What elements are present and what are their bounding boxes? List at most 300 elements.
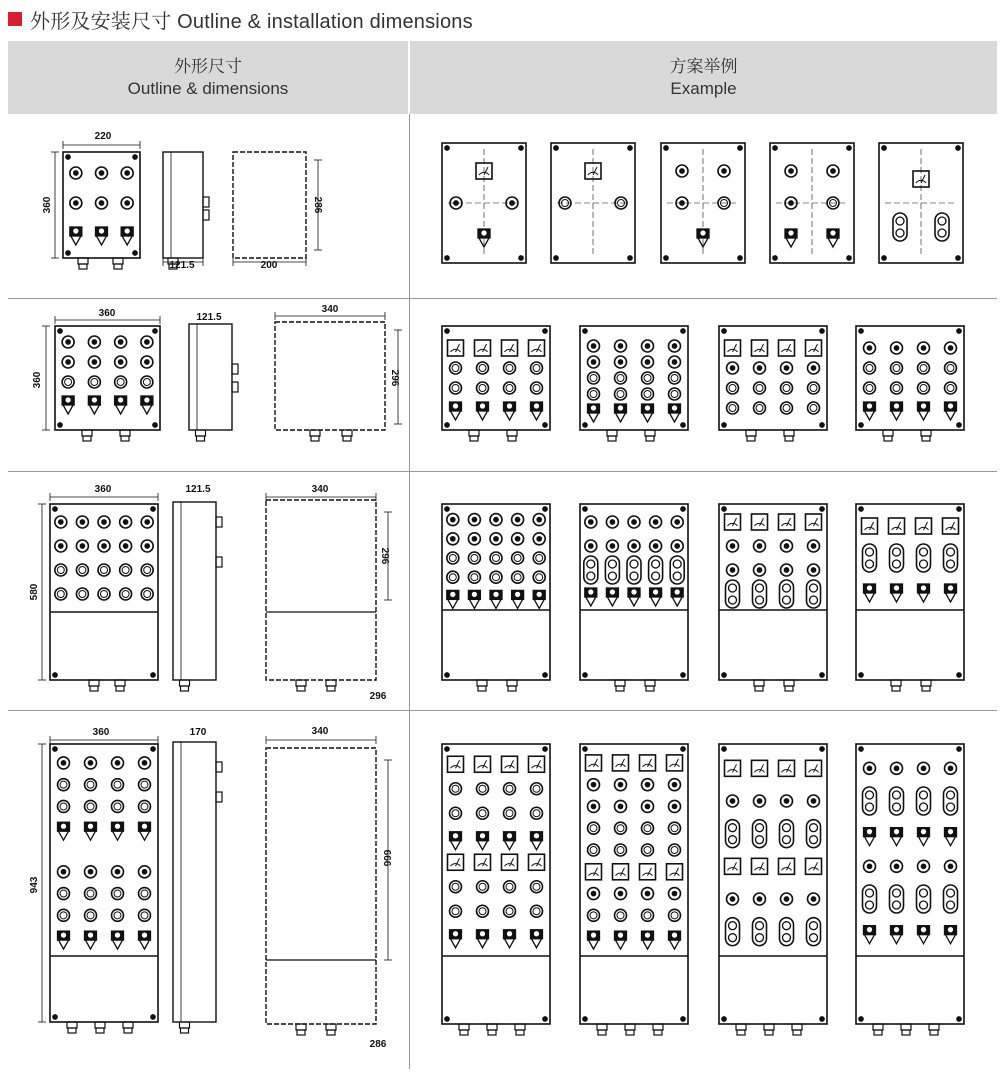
- selector-switch-handle: [919, 593, 929, 602]
- corner-screw: [151, 747, 155, 751]
- selector-switch-icon: [141, 396, 153, 414]
- push-button-ring: [588, 388, 600, 400]
- corner-screw: [820, 1017, 824, 1021]
- push-button-icon: [531, 783, 543, 795]
- pilot-light-icon: [88, 356, 100, 368]
- selector-switch-handle: [946, 837, 956, 846]
- pilot-light-core: [618, 782, 622, 786]
- pilot-light-core: [494, 517, 498, 521]
- pilot-light-icon: [615, 888, 627, 900]
- double-button-bottom: [756, 836, 764, 844]
- pilot-light-icon: [112, 866, 124, 878]
- pilot-light-core: [515, 537, 519, 541]
- enclosure-body: [856, 744, 964, 1024]
- selector-switch-knob: [535, 404, 539, 408]
- selector-switch-knob: [92, 398, 96, 402]
- pilot-light-core: [789, 169, 793, 173]
- double-button-bottom: [893, 560, 901, 568]
- push-button-icon: [945, 362, 957, 374]
- meter-icon: [752, 340, 768, 356]
- pilot-light-icon: [533, 533, 545, 545]
- pilot-light-core: [632, 544, 636, 548]
- pilot-light-icon: [669, 888, 681, 900]
- pilot-light-core: [948, 766, 952, 770]
- side-knob: [216, 792, 222, 802]
- double-button-bottom: [920, 560, 928, 568]
- corner-screw: [847, 256, 851, 260]
- selector-switch-handle: [616, 413, 626, 422]
- selector-switch-knob: [654, 590, 658, 594]
- double-push-button-icon: [917, 885, 931, 913]
- row2-back-height-label: 296: [389, 369, 400, 387]
- push-button-ring: [504, 807, 516, 819]
- selector-switch-icon: [650, 588, 662, 606]
- push-button-inner: [947, 385, 954, 392]
- selector-switch-handle: [786, 238, 796, 247]
- cable-gland-body: [874, 1030, 882, 1035]
- row3-back-height-label: 296: [379, 547, 390, 565]
- push-button-icon: [531, 807, 543, 819]
- cable-gland-nut: [342, 430, 352, 436]
- corner-screw: [664, 146, 668, 150]
- selector-switch-icon: [827, 229, 839, 247]
- selector-switch-knob: [868, 830, 872, 834]
- corner-screw: [53, 747, 57, 751]
- row1-front-width-dim: [63, 141, 140, 149]
- pilot-light-icon: [615, 800, 627, 812]
- pilot-light-core: [80, 520, 84, 524]
- selector-switch-knob: [949, 830, 953, 834]
- cable-gland-icon: [507, 430, 517, 441]
- pilot-light-icon: [98, 540, 110, 552]
- selector-switch-handle: [505, 841, 515, 850]
- pilot-light-icon: [727, 362, 739, 374]
- push-button-icon: [588, 372, 600, 384]
- cable-gland-nut: [196, 430, 206, 436]
- cable-gland-nut: [326, 680, 336, 686]
- meter-icon: [752, 760, 768, 776]
- selector-switch-icon: [477, 930, 489, 948]
- cable-gland-body: [327, 1030, 335, 1035]
- meter-icon: [725, 760, 741, 776]
- pilot-light-icon: [139, 866, 151, 878]
- corner-screw: [543, 747, 547, 751]
- push-button-inner: [947, 365, 954, 372]
- cable-gland-body: [892, 686, 900, 691]
- push-button-inner: [493, 574, 500, 581]
- push-button-icon: [112, 909, 124, 921]
- cable-gland-nut: [180, 1022, 190, 1028]
- pilot-light-core: [894, 864, 898, 868]
- push-button-icon: [115, 376, 127, 388]
- cable-gland-body: [181, 1028, 189, 1033]
- side-body: [163, 152, 203, 258]
- selector-switch-knob: [116, 933, 120, 937]
- cable-gland-icon: [180, 680, 190, 691]
- push-button-inner: [514, 574, 521, 581]
- push-button-icon: [615, 909, 627, 921]
- pilot-light-core: [515, 517, 519, 521]
- selector-switch-knob: [895, 928, 899, 932]
- pilot-light-core: [831, 169, 835, 173]
- push-button-inner: [533, 365, 540, 372]
- enclosure-body: [580, 326, 688, 430]
- row4-example-4: [856, 744, 964, 1035]
- push-button-ring: [85, 800, 97, 812]
- meter-icon: [725, 858, 741, 874]
- push-button-ring: [62, 376, 74, 388]
- push-button-ring: [468, 571, 480, 583]
- double-push-button-icon: [584, 556, 598, 584]
- double-push-button-icon: [917, 544, 931, 572]
- selector-switch-handle: [532, 939, 542, 948]
- push-button-inner: [79, 591, 86, 598]
- row1-example-4: [770, 143, 854, 263]
- double-push-button-icon: [807, 918, 821, 946]
- meter-icon: [725, 340, 741, 356]
- selector-switch-handle: [491, 599, 501, 608]
- corner-screw: [445, 1017, 449, 1021]
- double-button-bottom: [608, 572, 616, 580]
- pilot-light-core: [589, 544, 593, 548]
- selector-switch-knob: [482, 231, 486, 235]
- selector-switch-handle: [946, 935, 956, 944]
- pilot-light-core: [645, 344, 649, 348]
- pilot-light-icon: [606, 540, 618, 552]
- push-button-ring: [754, 382, 766, 394]
- pilot-light-icon: [447, 514, 459, 526]
- pilot-light-icon: [918, 342, 930, 354]
- pilot-light-core: [645, 782, 649, 786]
- pilot-light-core: [59, 520, 63, 524]
- back-body: [233, 152, 306, 258]
- push-button-ring: [642, 388, 654, 400]
- push-button-ring: [450, 807, 462, 819]
- pilot-light-core: [757, 544, 761, 548]
- cable-gland-body: [516, 1030, 524, 1035]
- double-push-button-icon: [944, 885, 958, 913]
- row3-back-width-label: 340: [311, 484, 329, 495]
- push-button-ring: [85, 909, 97, 921]
- pilot-light-icon: [588, 800, 600, 812]
- selector-switch-knob: [646, 933, 650, 937]
- push-button-inner: [644, 391, 651, 398]
- pilot-light-icon: [727, 795, 739, 807]
- pilot-light-icon: [864, 860, 876, 872]
- row1-example-3: [661, 143, 745, 263]
- push-button-inner: [101, 567, 108, 574]
- push-button-ring: [141, 588, 153, 600]
- push-button-icon: [141, 564, 153, 576]
- push-button-inner: [122, 567, 129, 574]
- selector-switch-knob: [516, 592, 520, 596]
- push-button-ring: [669, 388, 681, 400]
- push-button-icon: [533, 571, 545, 583]
- push-button-icon: [615, 388, 627, 400]
- push-button-inner: [449, 555, 456, 562]
- double-button-bottom: [756, 934, 764, 942]
- side-knob: [232, 364, 238, 374]
- selector-switch-knob: [454, 834, 458, 838]
- push-button-ring: [531, 362, 543, 374]
- pilot-light-core: [867, 766, 871, 770]
- pilot-light-core: [632, 520, 636, 524]
- push-button-icon: [477, 905, 489, 917]
- row4-back-width-label: 340: [311, 726, 329, 737]
- selector-switch-knob: [632, 590, 636, 594]
- double-button-top: [947, 548, 955, 556]
- cable-gland-body: [124, 1028, 132, 1033]
- row2-side-depth-label: 121.5: [196, 312, 222, 323]
- push-button-ring: [450, 783, 462, 795]
- row1-front-height-label: 360: [42, 196, 53, 214]
- selector-switch-icon: [628, 588, 640, 606]
- push-button-inner: [144, 567, 151, 574]
- cable-gland-nut: [746, 430, 756, 436]
- meter-frame: [779, 340, 795, 356]
- pilot-light-icon: [945, 762, 957, 774]
- meter-icon: [586, 755, 602, 771]
- double-push-button-icon: [726, 820, 740, 848]
- pilot-light-core: [61, 761, 65, 765]
- selector-switch-knob: [145, 398, 149, 402]
- double-button-top: [756, 922, 764, 930]
- push-button-inner: [893, 385, 900, 392]
- push-button-icon: [76, 588, 88, 600]
- selector-switch-handle: [892, 837, 902, 846]
- row4-back-view: [266, 748, 376, 1035]
- meter-icon: [502, 756, 518, 772]
- pilot-light-icon: [141, 540, 153, 552]
- selector-switch-knob: [143, 933, 147, 937]
- meter-frame: [502, 854, 518, 870]
- push-button-inner: [452, 785, 459, 792]
- meter-frame: [448, 340, 464, 356]
- push-button-ring: [615, 844, 627, 856]
- corner-screw: [519, 256, 523, 260]
- cable-gland-body: [884, 436, 892, 441]
- cable-gland-body: [785, 686, 793, 691]
- pilot-light-icon: [76, 540, 88, 552]
- cable-gland-nut: [792, 1024, 802, 1030]
- double-button-bottom: [938, 229, 946, 237]
- pilot-light-icon: [918, 860, 930, 872]
- double-button-bottom: [866, 803, 874, 811]
- push-button-ring: [669, 909, 681, 921]
- double-push-button-icon: [780, 918, 794, 946]
- push-button-inner: [810, 385, 817, 392]
- selector-switch-icon: [945, 402, 957, 420]
- selector-switch-handle: [142, 405, 152, 414]
- pilot-light-icon: [781, 362, 793, 374]
- selector-switch-knob: [895, 830, 899, 834]
- pilot-light-core: [672, 344, 676, 348]
- push-button-ring: [588, 822, 600, 834]
- corner-screw: [153, 423, 157, 427]
- selector-switch-icon: [58, 931, 70, 949]
- side-body: [173, 742, 216, 1022]
- cable-gland-nut: [784, 680, 794, 686]
- push-button-ring: [504, 382, 516, 394]
- selector-switch-icon: [864, 926, 876, 944]
- cable-gland-icon: [873, 1024, 883, 1035]
- meter-icon: [502, 340, 518, 356]
- push-button-icon: [588, 388, 600, 400]
- corner-screw: [957, 673, 961, 677]
- double-button-top: [893, 791, 901, 799]
- cable-gland-icon: [326, 680, 336, 691]
- selector-switch-knob: [74, 229, 78, 233]
- selector-switch-knob: [589, 590, 593, 594]
- push-button-ring: [477, 362, 489, 374]
- push-button-icon: [58, 800, 70, 812]
- selector-switch-handle: [86, 831, 96, 840]
- push-button-inner: [506, 385, 513, 392]
- push-button-inner: [57, 591, 64, 598]
- pilot-light-icon: [490, 514, 502, 526]
- pilot-light-icon: [669, 779, 681, 791]
- pilot-light-icon: [628, 516, 640, 528]
- push-button-icon: [669, 844, 681, 856]
- double-button-top: [920, 791, 928, 799]
- cable-gland-body: [608, 436, 616, 441]
- push-button-ring: [76, 588, 88, 600]
- corner-screw: [859, 329, 863, 333]
- pilot-light-icon: [55, 540, 67, 552]
- push-button-inner: [644, 912, 651, 919]
- row1-front-width-label: 220: [94, 131, 112, 142]
- selector-switch-handle: [113, 940, 123, 949]
- push-button-inner: [114, 890, 121, 897]
- selector-switch-icon: [88, 396, 100, 414]
- back-body: [266, 500, 376, 680]
- push-button-ring: [450, 362, 462, 374]
- push-button-ring: [864, 382, 876, 394]
- pilot-light-core: [74, 201, 78, 205]
- corner-screw: [583, 1017, 587, 1021]
- header-right-cn: 方案举例: [669, 56, 738, 76]
- selector-switch-handle: [451, 841, 461, 850]
- meter-frame: [475, 756, 491, 772]
- push-button-ring: [58, 909, 70, 921]
- push-button-icon: [120, 564, 132, 576]
- selector-switch-icon: [58, 822, 70, 840]
- push-button-icon: [450, 905, 462, 917]
- selector-switch-icon: [112, 822, 124, 840]
- pilot-light-core: [145, 544, 149, 548]
- double-button-bottom: [947, 901, 955, 909]
- push-button-inner: [533, 810, 540, 817]
- pilot-light-core: [102, 520, 106, 524]
- selector-switch-handle: [589, 413, 599, 422]
- push-button-inner: [449, 574, 456, 581]
- pilot-light-core: [88, 761, 92, 765]
- push-button-inner: [671, 825, 678, 832]
- row2-back-width-label: 340: [321, 304, 339, 315]
- corner-screw: [957, 507, 961, 511]
- cable-gland-nut: [754, 680, 764, 686]
- push-button-icon: [139, 800, 151, 812]
- pilot-light-icon: [676, 165, 688, 177]
- selector-switch-icon: [490, 590, 502, 608]
- cable-gland-icon: [653, 1024, 663, 1035]
- selector-switch-knob: [701, 231, 705, 235]
- push-button-ring: [615, 909, 627, 921]
- meter-icon: [529, 756, 545, 772]
- selector-switch-icon: [615, 931, 627, 949]
- pilot-light-icon: [115, 336, 127, 348]
- cable-gland-nut: [515, 1024, 525, 1030]
- push-button-icon: [477, 807, 489, 819]
- pilot-light-core: [722, 169, 726, 173]
- meter-icon: [586, 864, 602, 880]
- push-button-ring: [669, 372, 681, 384]
- pilot-light-icon: [588, 779, 600, 791]
- pilot-light-icon: [808, 893, 820, 905]
- pilot-light-core: [80, 544, 84, 548]
- selector-switch-icon: [115, 396, 127, 414]
- selector-switch-icon: [669, 931, 681, 949]
- push-button-icon: [531, 382, 543, 394]
- selector-switch-knob: [673, 406, 677, 410]
- push-button-icon: [669, 822, 681, 834]
- double-button-bottom: [810, 596, 818, 604]
- row2-front-width-label: 360: [98, 308, 116, 319]
- selector-switch-icon: [918, 584, 930, 602]
- push-button-icon: [88, 376, 100, 388]
- meter-frame: [613, 755, 629, 771]
- pilot-light-core: [591, 782, 595, 786]
- meter-icon: [475, 340, 491, 356]
- corner-screw: [957, 1017, 961, 1021]
- push-button-icon: [615, 822, 627, 834]
- double-button-bottom: [893, 803, 901, 811]
- push-button-icon: [85, 888, 97, 900]
- cable-gland-icon: [507, 680, 517, 691]
- double-button-top: [729, 824, 737, 832]
- push-button-inner: [729, 405, 736, 412]
- pilot-light-icon: [628, 540, 640, 552]
- selector-switch-handle: [478, 411, 488, 420]
- meter-frame: [502, 340, 518, 356]
- double-button-top: [920, 548, 928, 556]
- push-button-inner: [479, 385, 486, 392]
- cable-gland-nut: [469, 430, 479, 436]
- push-button-inner: [143, 379, 150, 386]
- double-button-bottom: [920, 901, 928, 909]
- push-button-inner: [452, 365, 459, 372]
- meter-frame: [667, 864, 683, 880]
- selector-switch-knob: [922, 586, 926, 590]
- push-button-icon: [490, 571, 502, 583]
- pilot-light-icon: [642, 356, 654, 368]
- selector-switch-knob: [66, 398, 70, 402]
- meter-icon: [779, 514, 795, 530]
- selector-switch-handle: [589, 940, 599, 949]
- row3-example-3: [719, 504, 827, 691]
- push-button-icon: [808, 382, 820, 394]
- corner-screw: [543, 423, 547, 427]
- meter-icon: [806, 514, 822, 530]
- push-button-inner: [452, 908, 459, 915]
- cable-gland-body: [114, 264, 122, 269]
- double-push-button-icon: [627, 556, 641, 584]
- pilot-light-core: [680, 201, 684, 205]
- corner-screw: [583, 507, 587, 511]
- pilot-light-core: [537, 537, 541, 541]
- cable-gland-body: [598, 1030, 606, 1035]
- selector-switch-knob: [592, 406, 596, 410]
